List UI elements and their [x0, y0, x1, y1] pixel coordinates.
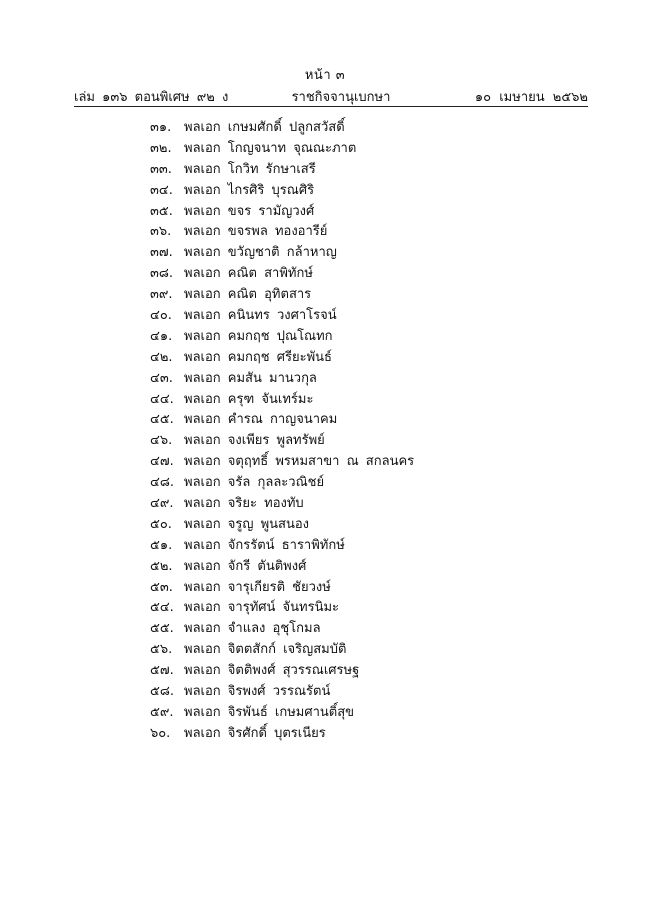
entry-name: พลเอก จักรรัตน์ ธาราพิทักษ์ [184, 537, 345, 553]
entry-name: พลเอก คมสัน มานวกุล [184, 370, 317, 386]
entry-number: ๕๙. [150, 704, 174, 720]
list-item [150, 557, 570, 578]
entry-name: พลเอก คณิต อุทิตสาร [184, 287, 312, 303]
list-item [150, 181, 570, 202]
list-item [150, 473, 570, 494]
list-item [150, 285, 570, 306]
list-item [150, 348, 570, 369]
entry-number: ๕๐. [150, 516, 172, 532]
entry-number: ๓๖. [150, 224, 172, 240]
list-item [150, 682, 570, 703]
entry-number: ๔๖. [150, 433, 173, 449]
entry-number: ๔๕. [150, 412, 174, 428]
entry-name: พลเอก ไกรศิริ บุรณศิริ [184, 182, 315, 198]
entry-name: พลเอก จงเพียร พูลทรัพย์ [184, 433, 325, 449]
entry-number: ๔๗. [150, 454, 174, 470]
entry-name: พลเอก จารุเกียรติ ชัยวงษ์ [184, 579, 331, 595]
list-item [150, 369, 570, 390]
entry-number: ๓๘. [150, 266, 174, 282]
entry-number: ๔๓. [150, 370, 173, 386]
entry-number: ๔๑. [150, 328, 173, 344]
entry-number: ๕๓. [150, 579, 173, 595]
publication-date: ๑๐ เมษายน ๒๕๖๒ [474, 90, 588, 105]
entry-name: พลเอก จิรพงศ์ วรรณรัตน์ [184, 684, 331, 700]
entry-name: พลเอก จิรศักดิ์ บุตรเนียร [184, 725, 326, 741]
list-item [150, 202, 570, 223]
list-item [150, 327, 570, 348]
entry-name: พลเอก คมกฤช ปุณโณทก [184, 328, 333, 344]
entry-name: พลเอก จตุฤทธิ์ พรหมสาขา ณ สกลนคร [184, 454, 415, 470]
entry-name: พลเอก จรูญ พูนสนอง [184, 516, 310, 532]
list-item [150, 431, 570, 452]
entry-number: ๓๗. [150, 245, 173, 261]
list-item [150, 160, 570, 181]
list-item [150, 452, 570, 473]
entry-number: ๕๕. [150, 621, 174, 637]
entry-number: ๓๒. [150, 140, 172, 156]
entry-name: พลเอก ครุฑ จันเทร์มะ [184, 391, 314, 407]
entry-number: ๔๘. [150, 475, 175, 491]
entry-name: พลเอก จักรี ตันติพงศ์ [184, 558, 307, 574]
entry-number: ๓๑. [150, 120, 172, 135]
entry-name: พลเอก จรัล กุลละวณิชย์ [184, 475, 325, 491]
entry-number: ๓๔. [150, 182, 173, 198]
page-number: หน้า ๓ [304, 68, 346, 83]
entry-number: ๖๐. [150, 725, 171, 741]
entry-name: พลเอก ขจร รามัญวงศ์ [184, 203, 315, 219]
list-item [150, 724, 570, 745]
list-item [150, 264, 570, 285]
entry-name: พลเอก ขวัญชาติ กล้าหาญ [184, 245, 337, 261]
entry-number: ๕๗. [150, 663, 174, 679]
entry-name: พลเอก จำแลง อุชุโกมล [184, 621, 321, 637]
entry-name: พลเอก จิตตสักก์ เจริญสมบัติ [184, 642, 347, 658]
entry-name: พลเอก โกญจนาท จุณณะภาต [184, 140, 357, 156]
entry-name: พลเอก จิรพันธ์ เกษมศานติ์สุข [184, 704, 355, 720]
entry-name: พลเอก คณิต สาพิทักษ์ [184, 266, 313, 282]
list-item [150, 640, 570, 661]
publication-title: ราชกิจจานุเบกษา [291, 90, 391, 105]
list-item [150, 536, 570, 557]
entry-number: ๔๙. [150, 496, 174, 512]
entry-name: พลเอก คนินทร วงศาโรจน์ [184, 308, 337, 324]
entry-number: ๓๙. [150, 287, 173, 303]
entry-name: พลเอก จริยะ ทองทับ [184, 496, 304, 512]
list-item [150, 515, 570, 536]
entry-number: ๔๒. [150, 349, 173, 365]
entry-name: พลเอก โกวิท รักษาเสรี [184, 161, 316, 177]
entry-name: พลเอก จิตติพงศ์ สุวรรณเศรษฐ [184, 663, 360, 679]
entry-name: พลเอก คำรณ กาญจนาคม [184, 412, 338, 428]
entry-number: ๔๐. [150, 308, 172, 324]
list-item [150, 139, 570, 160]
header-divider [74, 106, 588, 107]
list-item [150, 661, 570, 682]
entry-number: ๔๔. [150, 391, 174, 407]
entry-number: ๓๓. [150, 161, 172, 177]
name-list [150, 118, 570, 745]
entry-number: ๕๒. [150, 558, 173, 574]
list-item [150, 306, 570, 327]
entry-number: ๕๑. [150, 537, 173, 553]
entry-name: พลเอก เกษมศักดิ์ ปลูกสวัสดิ์ [184, 120, 345, 135]
list-item [150, 578, 570, 599]
list-item [150, 619, 570, 640]
list-item [150, 222, 570, 243]
entry-name: พลเอก จารุทัศน์ จันทรนิมะ [184, 600, 340, 616]
list-item [150, 118, 570, 139]
list-item [150, 243, 570, 264]
list-item [150, 703, 570, 724]
entry-number: ๕๔. [150, 600, 174, 616]
volume-info: เล่ม ๑๓๖ ตอนพิเศษ ๙๒ ง [74, 90, 229, 105]
entry-number: ๓๕. [150, 203, 173, 219]
gazette-header [74, 86, 588, 104]
list-item [150, 598, 570, 619]
list-item [150, 390, 570, 411]
entry-name: พลเอก ขจรพล ทองอารีย์ [184, 224, 328, 240]
entry-number: ๕๘. [150, 684, 175, 700]
entry-number: ๕๖. [150, 642, 173, 658]
list-item [150, 410, 570, 431]
list-item [150, 494, 570, 515]
entry-name: พลเอก คมกฤช ศรียะพันธ์ [184, 349, 332, 365]
